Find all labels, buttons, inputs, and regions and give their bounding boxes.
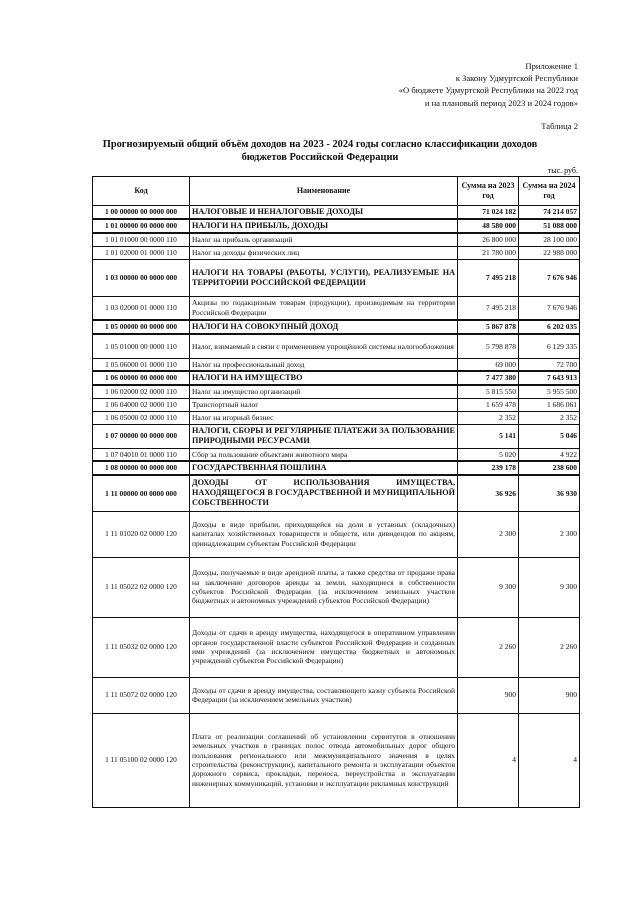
table-row <box>93 475 580 511</box>
row-code: 1 03 02000 01 0000 110 <box>93 296 190 320</box>
row-sum-2023: 69 000 <box>458 358 519 371</box>
row-sum-2023: 7 495 218 <box>458 296 519 320</box>
title-line-1: Прогнозируемый общий объём доходов на 2023 - 2024 годы согласно классификации доходов <box>102 139 538 150</box>
table-row <box>93 411 580 424</box>
row-name: ГОСУДАРСТВЕННАЯ ПОШЛИНА <box>190 461 458 475</box>
table-row <box>93 713 580 807</box>
row-code: 1 11 01020 02 0000 120 <box>93 511 190 557</box>
row-name: НАЛОГИ НА ТОВАРЫ (РАБОТЫ, УСЛУГИ), РЕАЛИЗУЕМЫЕ НА ТЕРРИТОРИИ РОССИЙСКОЙ ФЕДЕРАЦИИ <box>190 259 458 296</box>
table-row <box>93 233 580 246</box>
units-label: тыс. руб. <box>547 166 578 175</box>
annex-line-1: Приложение 1 <box>525 61 578 71</box>
row-name: Транспортный налог <box>190 398 458 411</box>
table-row <box>93 617 580 677</box>
row-sum-2023: 5 020 <box>458 448 519 461</box>
table-row <box>93 246 580 259</box>
annex-header <box>278 60 578 109</box>
row-code: 1 06 02000 02 0000 110 <box>93 385 190 398</box>
row-sum-2023: 71 024 182 <box>458 206 519 220</box>
row-code: 1 11 05022 02 0000 120 <box>93 557 190 617</box>
row-sum-2024: 51 088 000 <box>519 219 580 233</box>
document-title <box>95 138 545 164</box>
row-name: Доходы, получаемые в виде арендной платы, а также средства от продажи права на заключение договоров аренды за земли, находящиеся в собственности субъектов Российской Федерации (за исключением земельных участков бюджетных и автономных учреждений субъектов Российской Федерации) <box>190 557 458 617</box>
annex-line-3: «О бюджете Удмуртской Республики на 2022 год <box>398 85 578 96</box>
table-row <box>93 296 580 320</box>
row-name: Акцизы по подакцизным товарам (продукции), производимым на территории Российской Федерации <box>190 296 458 320</box>
annex-line-2: к Закону Удмуртской Республики <box>455 73 578 84</box>
row-name: Налог на прибыль организаций <box>190 233 458 246</box>
row-name: Доходы от сдачи в аренду имущества, составляющего казну субъекта Российской Федерации (за исключением земельных участков) <box>190 677 458 713</box>
row-name: Налог, взимаемый в связи с применением упрощённой системы налогообложения <box>190 334 458 358</box>
row-sum-2023: 9 300 <box>458 557 519 617</box>
row-sum-2023: 48 580 000 <box>458 219 519 233</box>
row-sum-2023: 21 780 000 <box>458 246 519 259</box>
row-code: 1 05 06000 01 0000 110 <box>93 358 190 371</box>
row-name: НАЛОГИ, СБОРЫ И РЕГУЛЯРНЫЕ ПЛАТЕЖИ ЗА ПОЛЬЗОВАНИЕ ПРИРОДНЫМИ РЕСУРСАМИ <box>190 424 458 448</box>
table-row <box>93 557 580 617</box>
table-row <box>93 398 580 411</box>
row-name: НАЛОГИ НА ПРИБЫЛЬ, ДОХОДЫ <box>190 219 458 233</box>
row-name: НАЛОГОВЫЕ И НЕНАЛОГОВЫЕ ДОХОДЫ <box>190 206 458 220</box>
row-code: 1 01 01000 00 0000 110 <box>93 233 190 246</box>
row-name: Налог на игорный бизнес <box>190 411 458 424</box>
row-code: 1 06 05000 02 0000 110 <box>93 411 190 424</box>
title-line-2: бюджетов Российской Федерации <box>241 152 399 163</box>
row-sum-2023: 5 815 550 <box>458 385 519 398</box>
row-sum-2023: 1 659 478 <box>458 398 519 411</box>
table-row <box>93 677 580 713</box>
table-row <box>93 461 580 475</box>
row-sum-2024: 4 <box>519 713 580 807</box>
row-sum-2024: 238 600 <box>519 461 580 475</box>
revenue-table <box>92 176 580 808</box>
row-sum-2023: 7 495 218 <box>458 259 519 296</box>
row-sum-2023: 5 867 878 <box>458 320 519 334</box>
row-sum-2024: 6 129 335 <box>519 334 580 358</box>
row-sum-2024: 2 352 <box>519 411 580 424</box>
table-row <box>93 448 580 461</box>
table-row <box>93 385 580 398</box>
row-name: НАЛОГИ НА СОВОКУПНЫЙ ДОХОД <box>190 320 458 334</box>
row-code: 1 11 05072 02 0000 120 <box>93 677 190 713</box>
row-sum-2024: 36 930 <box>519 475 580 511</box>
row-sum-2023: 7 477 380 <box>458 371 519 385</box>
table-row <box>93 259 580 296</box>
row-sum-2024: 28 100 000 <box>519 233 580 246</box>
row-name: Налог на доходы физических лиц <box>190 246 458 259</box>
table-header-row <box>93 177 580 206</box>
row-sum-2024: 900 <box>519 677 580 713</box>
header-code: Код <box>93 177 190 206</box>
header-sum-2024: Сумма на 2024 год <box>519 177 580 206</box>
row-sum-2024: 2 260 <box>519 617 580 677</box>
row-name: НАЛОГИ НА ИМУЩЕСТВО <box>190 371 458 385</box>
table-row <box>93 219 580 233</box>
row-code: 1 00 00000 00 0000 000 <box>93 206 190 220</box>
row-sum-2023: 5 141 <box>458 424 519 448</box>
row-code: 1 06 04000 02 0000 110 <box>93 398 190 411</box>
row-code: 1 07 00000 00 0000 000 <box>93 424 190 448</box>
header-sum-2023: Сумма на 2023 год <box>458 177 519 206</box>
row-code: 1 11 00000 00 0000 000 <box>93 475 190 511</box>
table-row <box>93 320 580 334</box>
row-code: 1 11 05032 02 0000 120 <box>93 617 190 677</box>
row-name: Налог на имущество организаций <box>190 385 458 398</box>
table-row <box>93 206 580 220</box>
row-sum-2023: 2 352 <box>458 411 519 424</box>
row-code: 1 05 01000 00 0000 110 <box>93 334 190 358</box>
row-sum-2024: 9 300 <box>519 557 580 617</box>
row-sum-2023: 26 800 000 <box>458 233 519 246</box>
row-sum-2024: 5 955 500 <box>519 385 580 398</box>
row-code: 1 01 02000 01 0000 110 <box>93 246 190 259</box>
row-sum-2023: 900 <box>458 677 519 713</box>
row-code: 1 06 00000 00 0000 000 <box>93 371 190 385</box>
row-name: Доходы в виде прибыли, приходящейся на доли в уставных (складочных) капиталах хозяйственных товариществ и обществ, или дивидендов по акциям, принадлежащим субъектам Российской Федерации <box>190 511 458 557</box>
row-sum-2024: 7 676 946 <box>519 259 580 296</box>
row-name: Сбор за пользование объектами животного мира <box>190 448 458 461</box>
row-sum-2024: 5 046 <box>519 424 580 448</box>
row-sum-2024: 2 300 <box>519 511 580 557</box>
row-sum-2023: 4 <box>458 713 519 807</box>
table-row <box>93 371 580 385</box>
row-name: Доходы от сдачи в аренду имущества, находящегося в оперативном управлении органов государственной власти субъектов Российской Федерации и созданных ими учреждений (за исключением имущества бюджетных и автономных учреждений субъектов Российской Федерации) <box>190 617 458 677</box>
row-sum-2023: 2 300 <box>458 511 519 557</box>
row-sum-2024: 4 922 <box>519 448 580 461</box>
table-row <box>93 358 580 371</box>
row-code: 1 01 00000 00 0000 000 <box>93 219 190 233</box>
row-code: 1 11 05100 02 0000 120 <box>93 713 190 807</box>
table-row <box>93 424 580 448</box>
row-sum-2024: 7 676 946 <box>519 296 580 320</box>
row-sum-2023: 5 798 878 <box>458 334 519 358</box>
table-row <box>93 511 580 557</box>
row-sum-2023: 2 260 <box>458 617 519 677</box>
row-name: Плата от реализации соглашений об установлении сервитутов в отношении земельных участков в границах полос отвода автомобильных дорог общего пользования регионального или межмуниципального значения в целях строительства (реконструкции), капитального ремонта и эксплуатации объектов дорожного сервиса, прокладки, переноса, переустройства и эксплуатации инженерных коммуникаций, установки и эксплуатации рекламных конструкций <box>190 713 458 807</box>
row-sum-2023: 239 178 <box>458 461 519 475</box>
row-sum-2024: 1 686 061 <box>519 398 580 411</box>
row-code: 1 05 00000 00 0000 000 <box>93 320 190 334</box>
row-code: 1 08 00000 00 0000 000 <box>93 461 190 475</box>
row-sum-2024: 6 202 035 <box>519 320 580 334</box>
row-code: 1 07 04010 01 0000 110 <box>93 448 190 461</box>
row-sum-2024: 72 700 <box>519 358 580 371</box>
row-name: ДОХОДЫ ОТ ИСПОЛЬЗОВАНИЯ ИМУЩЕСТВА, НАХОДЯЩЕГОСЯ В ГОСУДАРСТВЕННОЙ И МУНИЦИПАЛЬНОЙ СОБСТВЕННОСТИ <box>190 475 458 511</box>
annex-line-4: и на плановый период 2023 и 2024 годов» <box>424 97 578 108</box>
row-sum-2023: 36 926 <box>458 475 519 511</box>
table-row <box>93 334 580 358</box>
header-name: Наименование <box>190 177 458 206</box>
row-name: Налог на профессиональный доход <box>190 358 458 371</box>
table-label: Таблица 2 <box>541 121 578 131</box>
row-sum-2024: 7 643 913 <box>519 371 580 385</box>
row-sum-2024: 22 988 000 <box>519 246 580 259</box>
row-sum-2024: 74 214 057 <box>519 206 580 220</box>
row-code: 1 03 00000 00 0000 000 <box>93 259 190 296</box>
